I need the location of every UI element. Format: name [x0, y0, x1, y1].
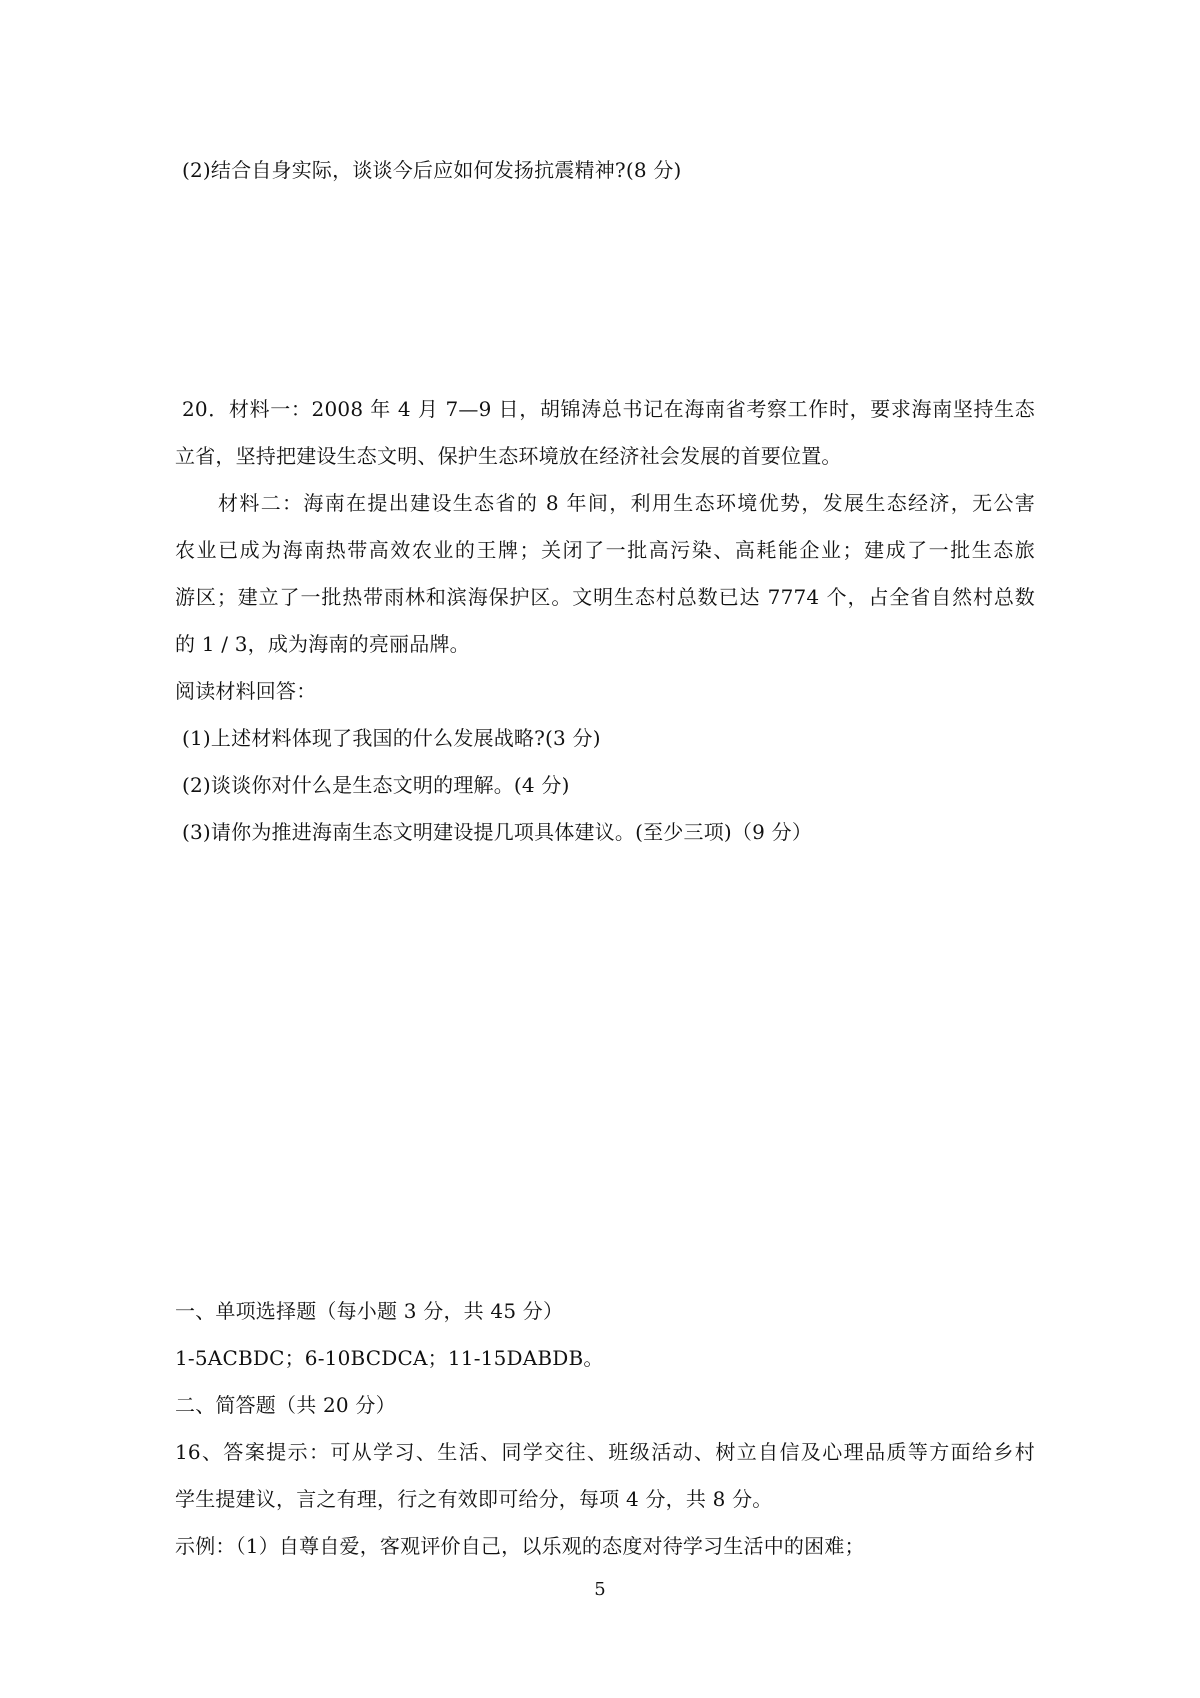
q20-material2-line4: 的 1 / 3，成为海南的亮丽品牌。	[175, 632, 470, 656]
q20-material2-line2: 农业已成为海南热带高效农业的王牌；关闭了一批高污染、高耗能企业；建成了一批生态旅	[175, 538, 1035, 562]
answers-section1-title: 一、单项选择题（每小题 3 分，共 45 分）	[175, 1299, 564, 1323]
page-number: 5	[594, 1579, 606, 1600]
q20-material1-line2: 立省，坚持把建设生态文明、保护生态环境放在经济社会发展的首要位置。	[175, 444, 842, 468]
q20-prompt: 阅读材料回答：	[175, 679, 317, 703]
answers-section1-keys: 1-5ACBDC；6-10BCDCA；11-15DABDB。	[175, 1346, 604, 1370]
q20-material2-line3: 游区；建立了一批热带雨林和滨海保护区。文明生态村总数已达 7774 个，占全省自然村总数	[175, 585, 1035, 609]
answers-q16-line2: 学生提建议，言之有理，行之有效即可给分，每项 4 分，共 8 分。	[175, 1487, 773, 1511]
q20-part2: (2)谈谈你对什么是生态文明的理解。(4 分)	[182, 773, 570, 797]
q20-material2-line1: 材料二：海南在提出建设生态省的 8 年间，利用生态环境优势，发展生态经济，无公害	[218, 491, 1035, 515]
q20-part3: (3)请你为推进海南生态文明建设提几项具体建议。(至少三项)（9 分）	[182, 820, 813, 844]
answers-q16-line1: 16、答案提示：可从学习、生活、同学交往、班级活动、树立自信及心理品质等方面给乡村	[175, 1440, 1035, 1464]
q19-part2: (2)结合自身实际，谈谈今后应如何发扬抗震精神?(8 分)	[182, 158, 682, 182]
answers-section2-title: 二、简答题（共 20 分）	[175, 1393, 396, 1417]
q20-part1: (1)上述材料体现了我国的什么发展战略?(3 分)	[182, 726, 601, 750]
q20-material1-line1: 20．材料一：2008 年 4 月 7—9 日，胡锦涛总书记在海南省考察工作时，要求海南坚持生态	[182, 397, 1035, 421]
answers-q16-example: 示例：（1）自尊自爱，客观评价自己，以乐观的态度对待学习生活中的困难；	[175, 1534, 865, 1558]
